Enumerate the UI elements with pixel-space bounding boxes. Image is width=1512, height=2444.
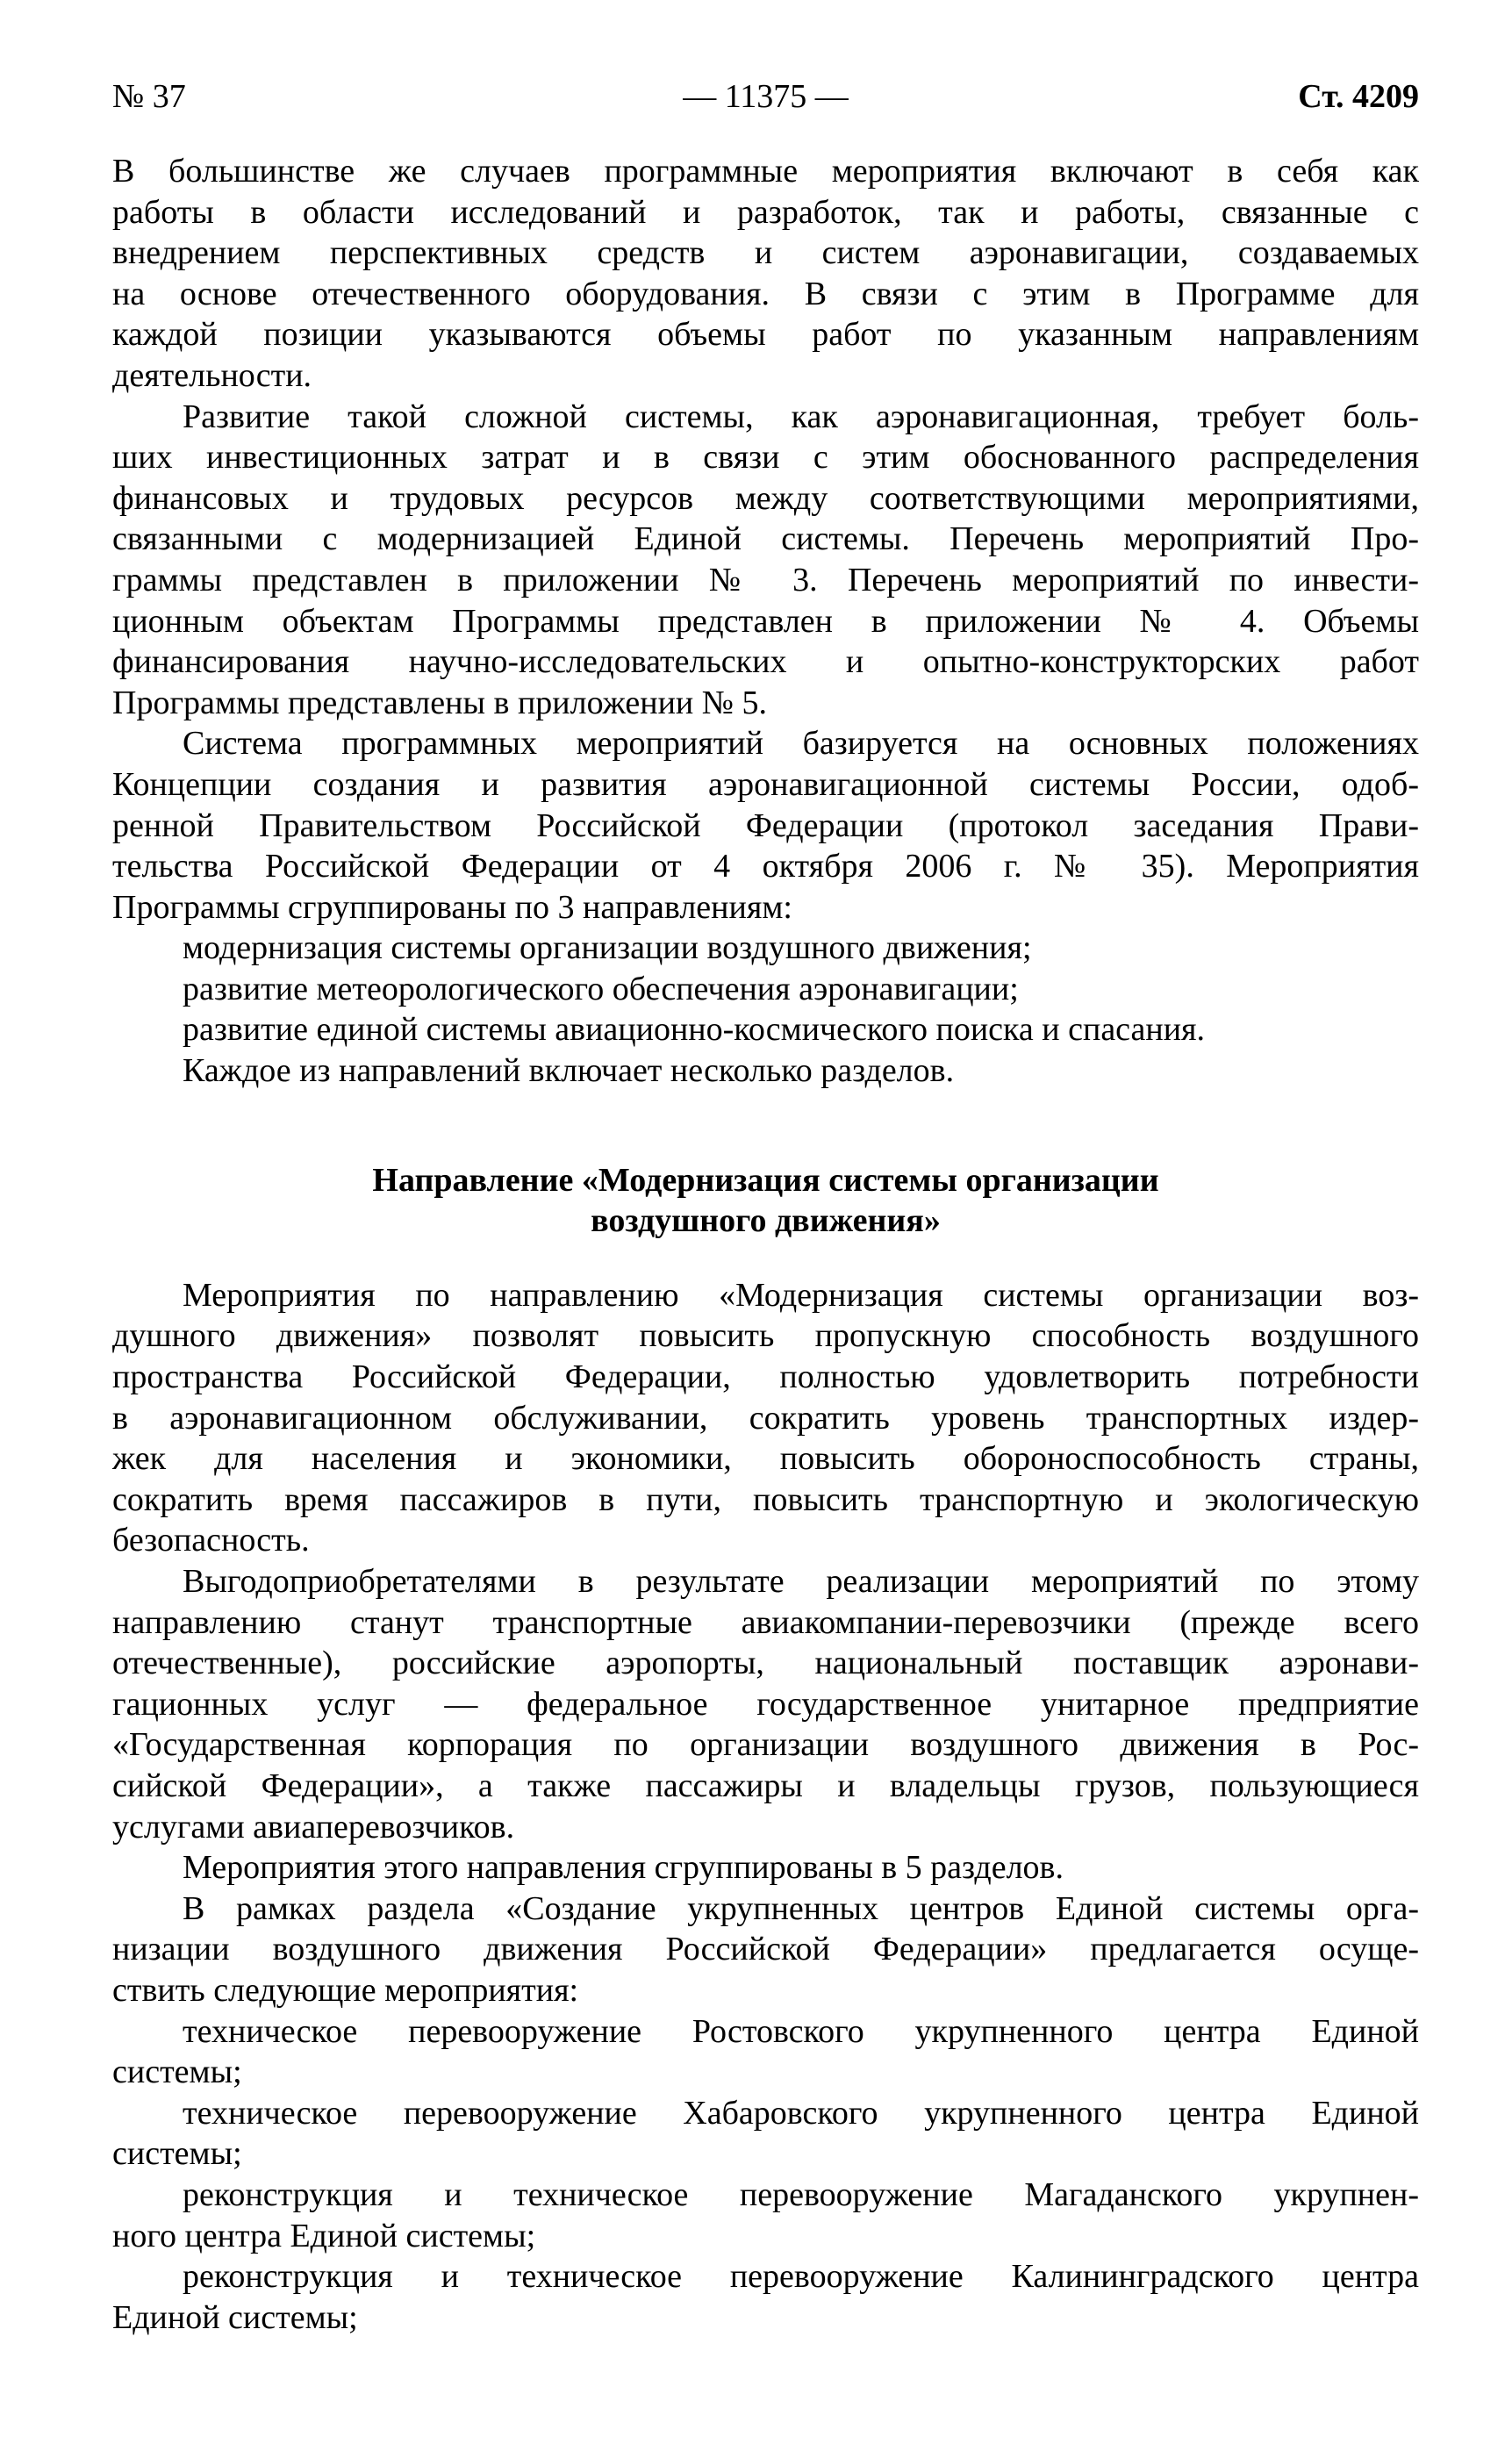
paragraph xyxy=(112,1275,1419,1561)
paragraph xyxy=(112,1009,1419,1050)
paragraph xyxy=(112,928,1419,969)
text-line: пространства Российской Федерации, полностью удовлетворить потребности xyxy=(112,1358,1419,1396)
paragraph xyxy=(112,2256,1419,2338)
text-line: «Государственная корпорация по организации воздушного движения в Рос- xyxy=(112,1726,1419,1764)
text-line: услугами авиаперевозчиков. xyxy=(112,1808,515,1846)
paragraph xyxy=(112,2093,1419,2175)
text-line: отечественные), российские аэропорты, национальный поставщик аэронави- xyxy=(112,1645,1419,1682)
text-line: Выгодоприобретателями в результате реализации мероприятий по этому xyxy=(183,1563,1419,1600)
issue-number: № 37 xyxy=(112,78,186,115)
paragraph xyxy=(112,151,1419,397)
paragraph xyxy=(112,2011,1419,2093)
text-line: безопасность. xyxy=(112,1522,310,1559)
text-line: ших инвестиционных затрат и в связи с этим обоснованного распределения xyxy=(112,439,1419,477)
paragraph xyxy=(112,1847,1419,1889)
text-line: финансовых и трудовых ресурсов между соответствующими мероприятиями, xyxy=(112,479,1419,517)
article-number: Ст. 4209 xyxy=(1298,78,1419,115)
spacer xyxy=(112,1242,1419,1275)
text-line: работы в области исследований и разработок, так и работы, связанные с xyxy=(112,193,1419,231)
text-line: техническое перевооружение Хабаровского укрупненного центра Единой xyxy=(183,2094,1419,2132)
text-line: ствить следующие мероприятия: xyxy=(112,1971,579,2009)
text-line: Концепции создания и развития аэронавигационной системы России, одоб- xyxy=(112,765,1419,803)
text-line: в аэронавигационном обслуживании, сократить уровень транспортных издер- xyxy=(112,1399,1419,1437)
text-line: гационных услуг — федеральное государственное унитарное предприятие xyxy=(112,1685,1419,1723)
section-heading xyxy=(112,1160,1419,1242)
text-line: реконструкция и техническое перевооружение Магаданского укрупнен- xyxy=(183,2175,1419,2213)
paragraph xyxy=(112,969,1419,1010)
text-line: финансирования научно-исследовательских и опытно-конструкторских работ xyxy=(112,643,1419,681)
text-line: системы; xyxy=(112,2053,242,2091)
text-line: Программы сгруппированы по 3 направлениям: xyxy=(112,888,792,926)
text-line: тельства Российской Федерации от 4 октября 2006 г. № 35). Мероприятия xyxy=(112,848,1419,885)
paragraph xyxy=(112,1889,1419,2011)
text-line: сийской Федерации», а также пассажиры и владельцы грузов, пользующиеся xyxy=(112,1767,1419,1804)
text-line: ного центра Единой системы; xyxy=(112,2217,536,2254)
text-line: Мероприятия по направлению «Модернизация системы организации воз- xyxy=(183,1276,1419,1314)
text-line: Единой системы; xyxy=(112,2298,358,2336)
text-line: развитие метеорологического обеспечения аэронавигации; xyxy=(183,970,1019,1007)
text-line: В рамках раздела «Создание укрупненных центров Единой системы орга- xyxy=(183,1889,1419,1927)
text-line: техническое перевооружение Ростовского укрупненного центра Единой xyxy=(183,2012,1419,2050)
paragraph xyxy=(112,723,1419,928)
text-line: системы; xyxy=(112,2135,242,2173)
document-body xyxy=(112,151,1419,2338)
text-line: воздушного движения» xyxy=(591,1202,941,1240)
paragraph xyxy=(112,2175,1419,2256)
text-line: жек для населения и экономики, повысить обороноспособность страны, xyxy=(112,1440,1419,1478)
text-line: ционным объектам Программы представлен в приложении № 4. Объемы xyxy=(112,602,1419,640)
text-line: деятельности. xyxy=(112,356,312,394)
text-line: низации воздушного движения Российской Федерации» предлагается осуще- xyxy=(112,1931,1419,1968)
text-line: Мероприятия этого направления сгруппированы в 5 разделов. xyxy=(183,1849,1064,1887)
text-line: Направление «Модернизация системы организации xyxy=(372,1161,1159,1199)
text-line: душного движения» позволят повысить пропускную способность воздушного xyxy=(112,1317,1419,1355)
page-number: — 11375 — xyxy=(683,78,849,115)
paragraph xyxy=(112,397,1419,724)
text-line: ренной Правительством Российской Федерации (протокол заседания Прави- xyxy=(112,806,1419,844)
text-line: Программы представлены в приложении № 5. xyxy=(112,684,768,721)
text-line: каждой позиции указываются объемы работ по указанным направлениям xyxy=(112,316,1419,354)
text-line: модернизация системы организации воздушного движения; xyxy=(183,929,1032,967)
text-line: Каждое из направлений включает несколько разделов. xyxy=(183,1052,955,1090)
spacer xyxy=(112,1092,1419,1160)
text-line: В большинстве же случаев программные мероприятия включают в себя как xyxy=(112,153,1419,190)
text-line: сократить время пассажиров в пути, повысить транспортную и экологическую xyxy=(112,1480,1419,1518)
text-line: граммы представлен в приложении № 3. Перечень мероприятий по инвести- xyxy=(112,561,1419,598)
text-line: связанными с модернизацией Единой системы. Перечень мероприятий Про- xyxy=(112,520,1419,558)
page-header xyxy=(112,77,1419,121)
text-line: развитие единой системы авиационно-космического поиска и спасания. xyxy=(183,1011,1206,1049)
text-line: Система программных мероприятий базируется на основных положениях xyxy=(183,725,1419,763)
text-line: внедрением перспективных средств и систем аэронавигации, создаваемых xyxy=(112,234,1419,272)
text-line: Развитие такой сложной системы, как аэронавигационная, требует боль- xyxy=(183,398,1419,435)
text-line: на основе отечественного оборудования. В связи с этим в Программе для xyxy=(112,275,1419,312)
paragraph xyxy=(112,1561,1419,1847)
text-line: направлению станут транспортные авиакомпании-перевозчики (прежде всего xyxy=(112,1603,1419,1641)
paragraph xyxy=(112,1050,1419,1092)
text-line: реконструкция и техническое перевооружение Калининградского центра xyxy=(183,2258,1419,2296)
